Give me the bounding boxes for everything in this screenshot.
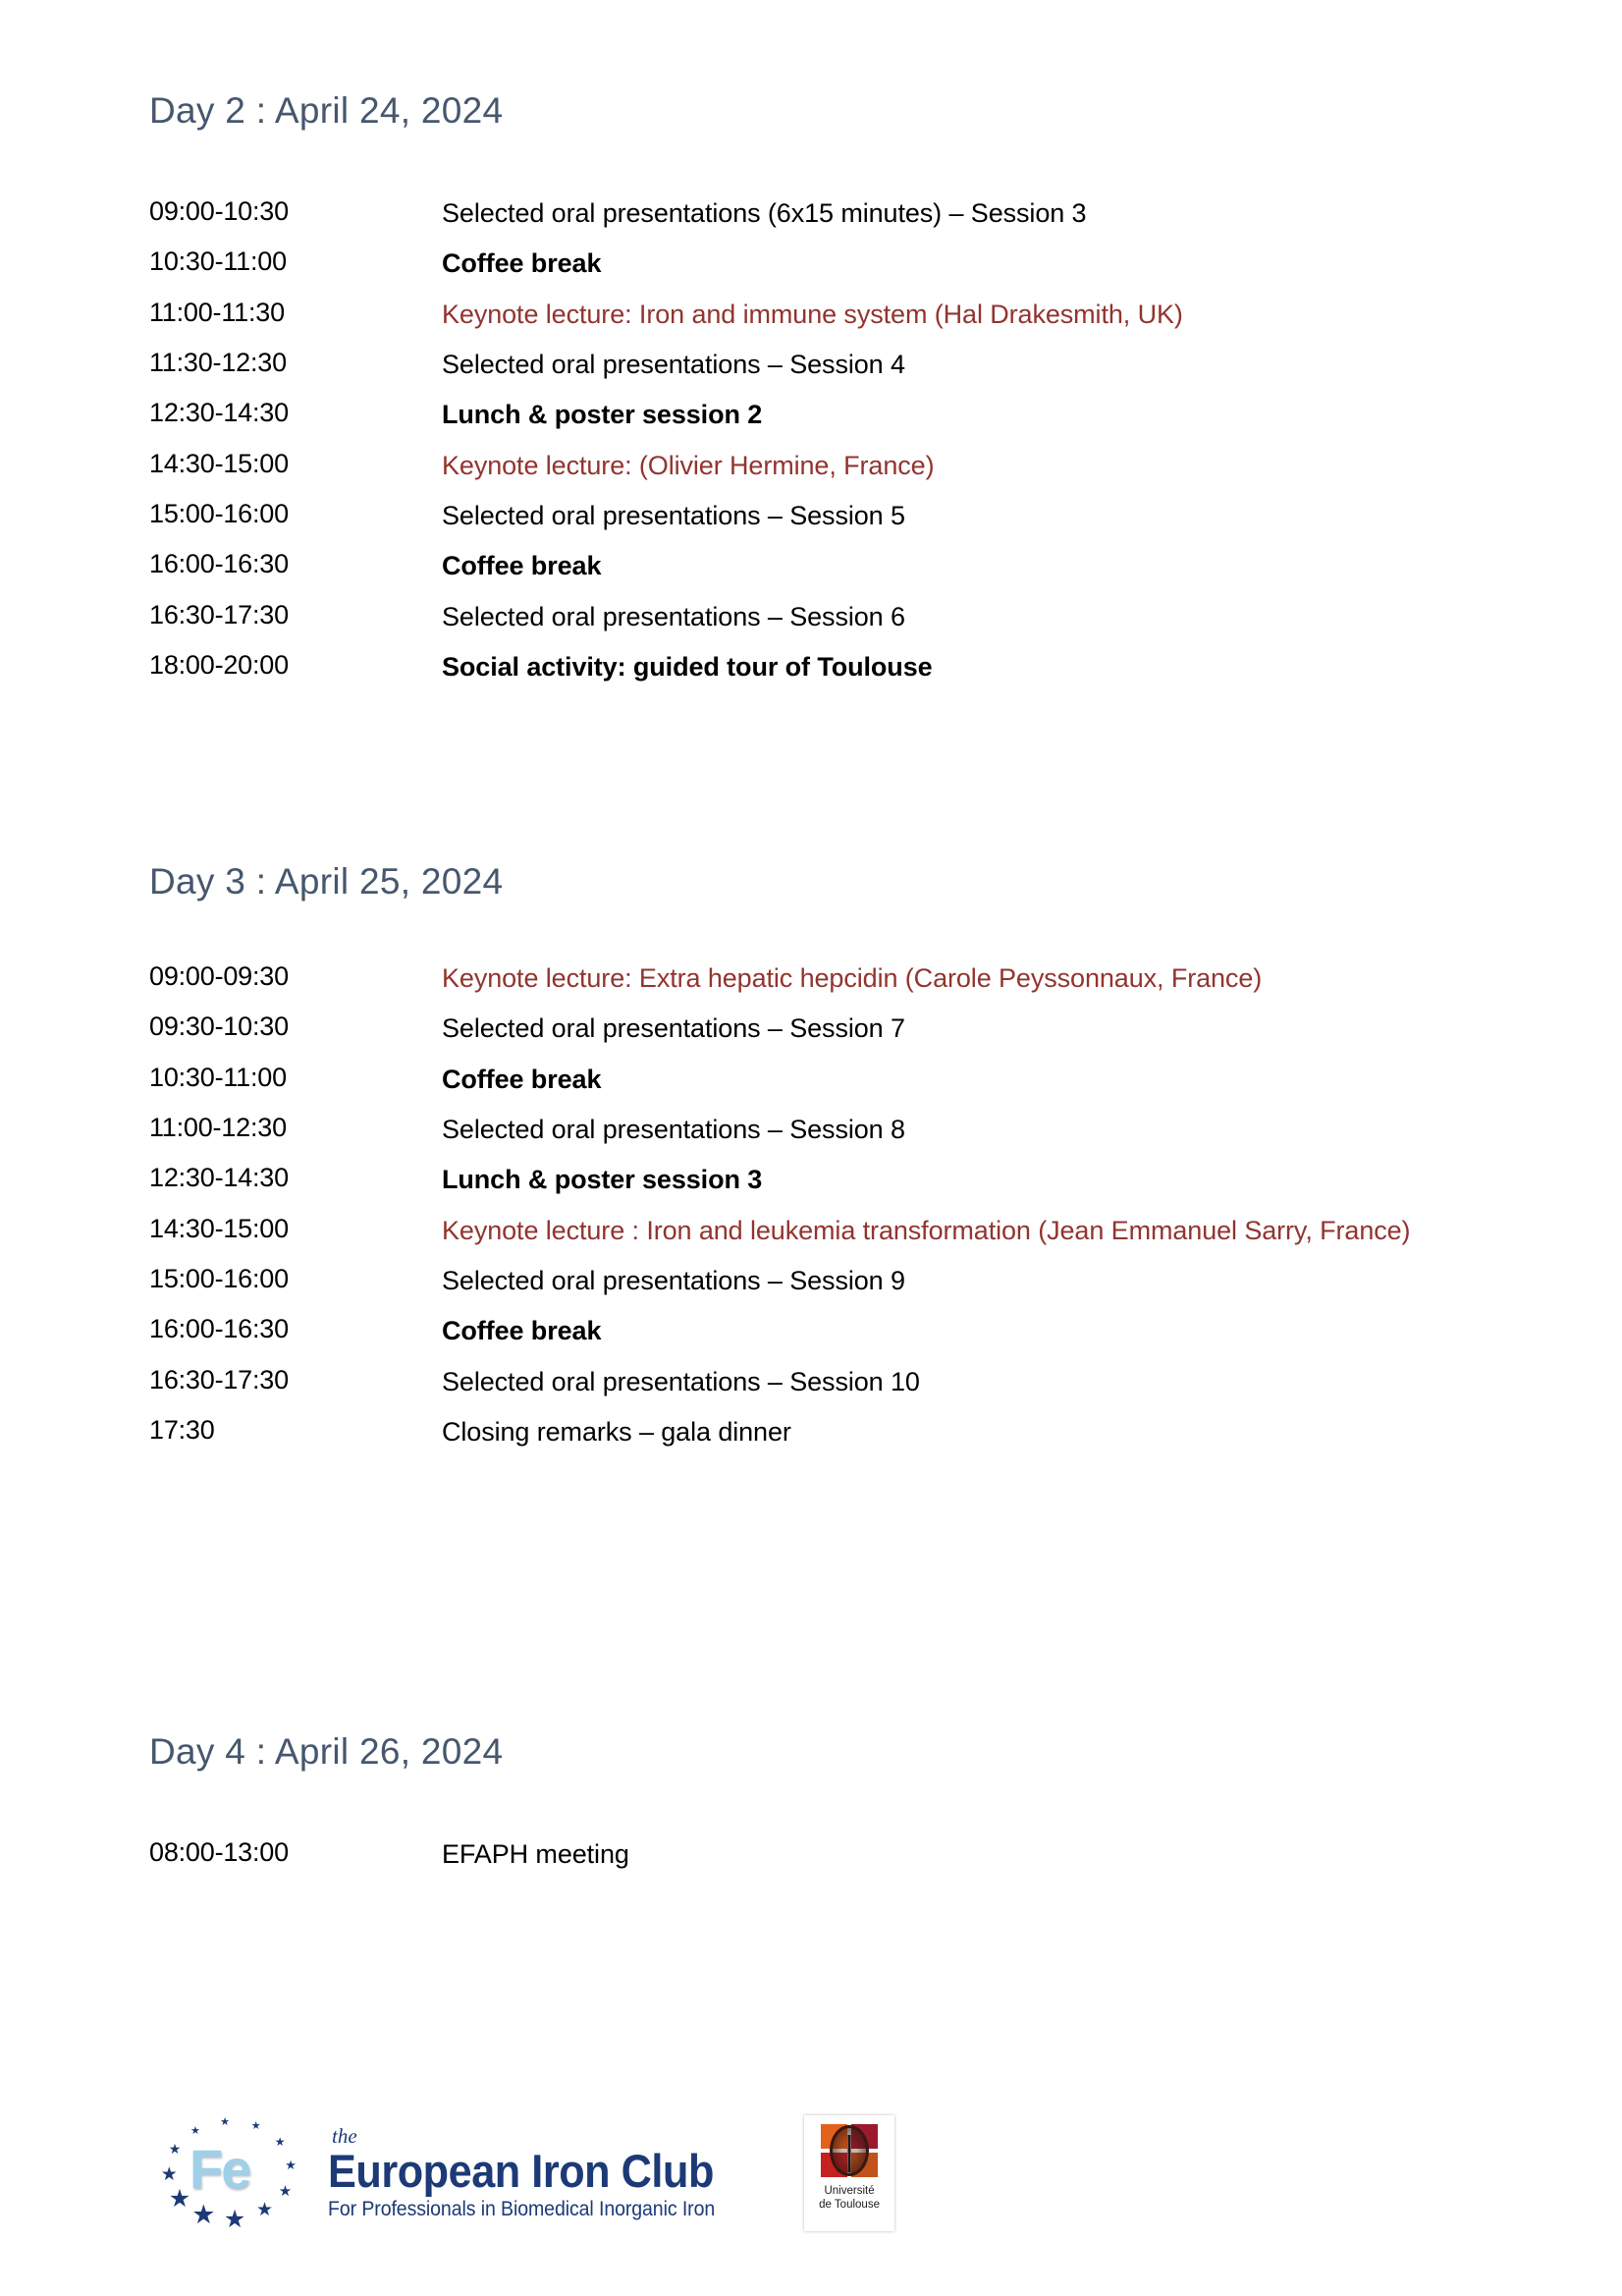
eic-the-label: the	[332, 2123, 357, 2148]
schedule-row	[149, 447, 1504, 484]
day-heading-day3: Day 3 : April 25, 2024	[149, 861, 504, 902]
schedule-row	[149, 1010, 1504, 1047]
schedule-row	[149, 245, 1504, 282]
row-time: 16:00-16:30	[149, 549, 289, 579]
star-icon: ★	[285, 2159, 297, 2174]
row-time: 12:30-14:30	[149, 1163, 289, 1193]
schedule-row	[149, 1262, 1504, 1299]
schedule-row	[149, 346, 1504, 383]
star-icon: ★	[274, 2135, 286, 2150]
row-description: Selected oral presentations – Session 7	[442, 1013, 905, 1044]
ut-emblem-icon	[821, 2124, 878, 2177]
ut-line1: Université	[824, 2184, 875, 2197]
star-icon: ★	[250, 2119, 261, 2133]
row-time: 10:30-11:00	[149, 246, 287, 277]
ut-line2: de Toulouse	[819, 2198, 880, 2211]
row-time: 08:00-13:00	[149, 1837, 289, 1867]
eic-name-label: European Iron Club	[328, 2144, 714, 2197]
european-iron-club-logo	[157, 2111, 747, 2234]
schedule-row	[149, 1312, 1504, 1349]
row-time: 16:30-17:30	[149, 1364, 289, 1394]
row-time: 09:00-09:30	[149, 961, 289, 991]
row-description: EFAPH meeting	[442, 1839, 629, 1869]
schedule-row	[149, 194, 1504, 232]
row-time: 11:00-11:30	[149, 297, 285, 327]
row-description: Selected oral presentations – Session 8	[442, 1114, 905, 1144]
schedule-row	[149, 396, 1504, 433]
row-time: 14:30-15:00	[149, 1213, 289, 1243]
schedule-row	[149, 1161, 1504, 1198]
star-icon: ★	[223, 2205, 246, 2234]
schedule-day3	[149, 959, 1504, 1463]
schedule-row	[149, 1363, 1504, 1400]
star-icon: ★	[189, 2123, 200, 2137]
row-time: 15:00-16:00	[149, 498, 289, 528]
row-description: Keynote lecture: Extra hepatic hepcidin (Carole Peyssonnaux, France)	[442, 963, 1263, 993]
schedule-row	[149, 497, 1504, 534]
row-time: 12:30-14:30	[149, 398, 289, 428]
row-time: 09:30-10:30	[149, 1011, 289, 1042]
schedule-row	[149, 1111, 1504, 1148]
schedule-row	[149, 959, 1504, 997]
row-description: Selected oral presentations – Session 4	[442, 349, 905, 379]
star-icon: ★	[160, 2162, 178, 2185]
row-description: Lunch & poster session 3	[442, 1165, 763, 1195]
row-time: 15:00-16:00	[149, 1263, 289, 1293]
star-icon: ★	[220, 2114, 230, 2128]
star-icon: ★	[168, 2141, 182, 2158]
row-description: Selected oral presentations – Session 10	[442, 1366, 920, 1396]
day-heading-day4: Day 4 : April 26, 2024	[149, 1731, 504, 1772]
row-time: 11:00-12:30	[149, 1112, 287, 1142]
star-icon: ★	[168, 2184, 191, 2214]
schedule-row	[149, 547, 1504, 584]
footer-logo-bar	[157, 2111, 894, 2234]
row-time: 14:30-15:00	[149, 448, 289, 478]
row-description: Keynote lecture: (Olivier Hermine, France)	[442, 450, 935, 480]
ut-seal-icon	[830, 2125, 869, 2176]
row-time: 16:30-17:30	[149, 599, 289, 629]
schedule-day2	[149, 194, 1504, 698]
eic-emblem-icon	[157, 2111, 324, 2234]
row-time: 16:00-16:30	[149, 1314, 289, 1344]
row-description: Selected oral presentations – Session 9	[442, 1265, 905, 1295]
eic-fe-symbol: Fe	[189, 2138, 250, 2200]
row-description: Selected oral presentations – Session 5	[442, 500, 905, 530]
star-icon: ★	[191, 2199, 216, 2230]
schedule-row	[149, 598, 1504, 635]
eic-tagline-label: For Professionals in Biomedical Inorganic Iron	[328, 2198, 716, 2221]
row-time: 11:30-12:30	[149, 347, 287, 377]
row-time: 18:00-20:00	[149, 649, 289, 680]
eic-wordmark	[328, 2123, 747, 2221]
row-description: Keynote lecture: Iron and immune system (Hal Drakesmith, UK)	[442, 299, 1183, 329]
row-time: 09:00-10:30	[149, 196, 289, 226]
schedule-day4	[149, 1835, 1504, 1886]
row-time: 17:30	[149, 1414, 215, 1445]
row-description: Social activity: guided tour of Toulouse	[442, 651, 933, 682]
row-description: Selected oral presentations (6x15 minutes) – Session 3	[442, 198, 1087, 228]
row-description: Coffee break	[442, 551, 602, 581]
ut-wordmark	[819, 2184, 880, 2212]
row-description: Selected oral presentations – Session 6	[442, 601, 905, 631]
row-description: Closing remarks – gala dinner	[442, 1416, 791, 1447]
schedule-row	[149, 296, 1504, 333]
schedule-row	[149, 648, 1504, 685]
row-description: Keynote lecture : Iron and leukemia transformation (Jean Emmanuel Sarry, France)	[442, 1215, 1411, 1245]
schedule-row	[149, 1061, 1504, 1098]
row-description: Coffee break	[442, 248, 602, 279]
star-icon: ★	[256, 2199, 274, 2221]
day-heading-day2: Day 2 : April 24, 2024	[149, 90, 504, 131]
universite-de-toulouse-logo	[804, 2115, 894, 2231]
schedule-row	[149, 1212, 1504, 1249]
row-description: Coffee break	[442, 1316, 602, 1346]
schedule-row	[149, 1413, 1504, 1450]
row-time: 10:30-11:00	[149, 1062, 287, 1092]
schedule-row	[149, 1835, 1504, 1873]
star-icon: ★	[278, 2181, 293, 2200]
row-description: Lunch & poster session 2	[442, 400, 763, 430]
row-description: Coffee break	[442, 1064, 602, 1094]
